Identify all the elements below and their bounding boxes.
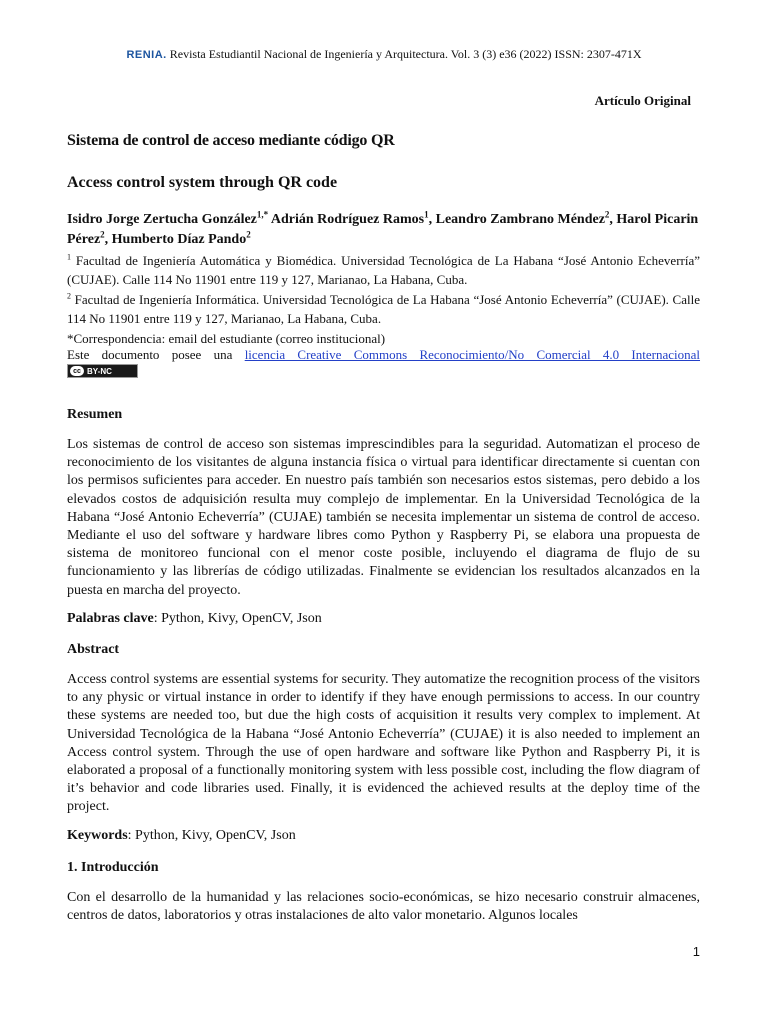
journal-header <box>0 47 768 62</box>
resumen-text: Los sistemas de control de acceso son sistemas imprescindibles para la seguridad. Automatizan el proceso de reconocimiento de los visitantes de alguna instancia física o virtual para identificar directamente si cuentan con los permisos suficientes para acceder. En nuestro país también son necesarios estos sistemas, pero debido a los elevados costos de adquisición resulta muy complejo de implementar. En la Universidad Tecnológica de la Habana “José Antonio Echeverría” (CUJAE) también se necesita implementar un sistema de control de acceso. Mediante el uso del software y hardware libres como Python y Raspberry Pi, se elabora una propuesta de sistema de monitoreo funcional con el menor coste posible, incluyendo el diagrama de flujo de su funcionamiento y las librerías de código utilizadas. Finalmente se evidencian los resultados alcanzados en la puesta en marcha del proyecto. <box>67 437 700 598</box>
author-name: Leandro Zambrano Méndez <box>435 212 605 227</box>
palabras-clave-value: : Python, Kivy, OpenCV, Json <box>153 611 322 626</box>
keywords-label: Keywords <box>67 828 128 843</box>
author-name: Humberto Díaz Pando <box>111 232 247 247</box>
keywords-value: : Python, Kivy, OpenCV, Json <box>127 828 296 843</box>
license-link[interactable]: licencia Creative Commons Reconocimiento/No Comercial 4.0 Internacional <box>244 347 701 362</box>
creative-commons-icon: cc <box>70 366 84 376</box>
cc-by-nc-badge[interactable] <box>67 364 138 378</box>
resumen-heading: Resumen <box>67 407 123 422</box>
title-english: Access control system through QR code <box>67 174 338 191</box>
author-affiliation-mark: 2 <box>100 229 105 240</box>
author-name: Isidro Jorge Zertucha González <box>67 212 257 227</box>
affiliation-1-number: 1 <box>67 252 71 262</box>
license-statement <box>67 346 700 363</box>
palabras-clave <box>67 611 322 627</box>
correspondence: *Correspondencia: email del estudiante (correo institucional) <box>67 331 386 346</box>
affiliation-2-number: 2 <box>67 291 71 301</box>
author-separator: , <box>428 212 436 227</box>
affiliation-1 <box>67 252 700 289</box>
introduction-heading: 1. Introducción <box>67 860 159 875</box>
license-prefix: Este documento posee una <box>67 347 245 362</box>
author-name: Adrián Rodríguez Ramos <box>270 212 425 227</box>
author-affiliation-mark: 1 <box>424 209 429 220</box>
title-spanish: Sistema de control de acceso mediante código QR <box>67 132 395 149</box>
author-affiliation-mark: 2 <box>246 229 251 240</box>
article-type: Artículo Original <box>594 93 691 108</box>
author-affiliation-mark: 1,* <box>256 209 269 220</box>
author-affiliation-mark: 2 <box>604 209 610 220</box>
abstract-heading: Abstract <box>67 642 120 657</box>
cc-badge-label: BY-NC <box>87 366 112 376</box>
abstract-text: Access control systems are essential systems for security. They automatize the recognition process of the visitors to any physic or virtual instance in order to identify if they have enough permissions to access. In our country these systems are needed too, but due the high costs of acquisition it results very complex to implement. At Universidad Tecnológica de la Habana “José Antonio Echeverría” (CUJAE) it is also needed to implement an Access control system. Through the use of open hardware and software like Python and Raspberry Pi, it is elaborated a proposal of a functionally monitoring system with less possible cost, including the flow diagram of it’s behavior and code libraries used. Finally, it is evidenced the achieved results at the deploy time of the project. <box>67 672 700 815</box>
affiliation-1-text: Facultad de Ingeniería Automática y Biomédica. Universidad Tecnológica de La Habana “José Antonio Echeverría” (CUJAE). Calle 114 No 11901 entre 119 y 127, Marianao, La Habana, Cuba. <box>67 253 700 287</box>
author-separator: , <box>609 212 617 227</box>
journal-logo: RENIA. <box>126 49 167 61</box>
author-separator: , <box>104 232 112 247</box>
affiliation-2 <box>67 291 700 328</box>
page-number: 1 <box>692 944 700 959</box>
palabras-clave-label: Palabras clave <box>67 611 154 626</box>
keywords <box>67 828 296 844</box>
affiliation-2-text: Facultad de Ingeniería Informática. Universidad Tecnológica de La Habana “José Antonio Echeverría” (CUJAE). Calle 114 No 11901 entre 119 y 127, Marianao, La Habana, Cuba. <box>67 292 700 326</box>
introduction-text: Con el desarrollo de la humanidad y las relaciones socio-económicas, se hizo necesario construir almacenes, centros de datos, laboratorios y otras instalaciones de alto valor monetario. Algunos locales <box>67 890 700 924</box>
author-list <box>67 210 700 250</box>
journal-citation: Revista Estudiantil Nacional de Ingeniería y Arquitectura. Vol. 3 (3) e36 (2022) ISSN: 2307-471X <box>166 47 642 61</box>
author-name: Harol Picarin Pérez <box>67 212 699 247</box>
